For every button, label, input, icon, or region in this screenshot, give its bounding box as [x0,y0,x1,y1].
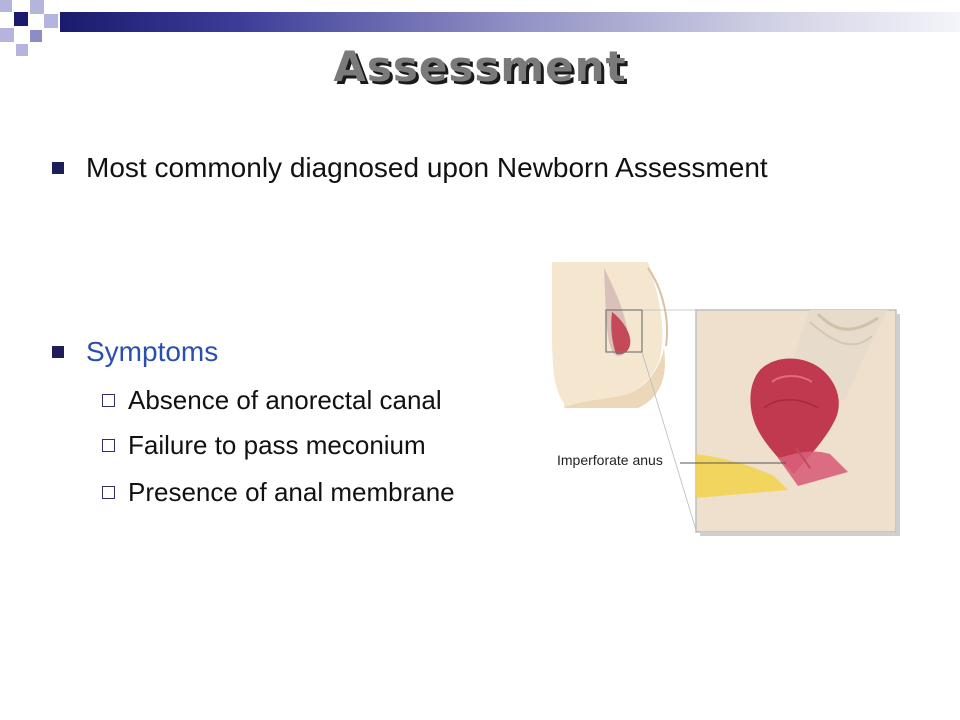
sub-bullet-item [102,385,442,416]
sub-bullet-text: Failure to pass meconium [128,430,426,460]
corner-square-5 [30,30,42,42]
slide-title: Assessment [333,42,627,91]
corner-square-4 [0,28,14,42]
illustration-label: Imperforate anus [557,452,663,468]
zoom-inset [696,310,900,536]
bullet-item-symptoms [52,336,218,368]
overview-figure [552,262,667,408]
corner-square-1 [0,0,12,12]
corner-square-6 [44,14,58,28]
hollow-box-bullet-icon [102,394,115,407]
sub-bullet-item [102,430,426,461]
bullet-text: Symptoms [86,336,219,367]
square-bullet-icon [52,346,64,358]
header-bar [60,12,960,32]
anatomy-illustration [548,258,908,538]
hollow-box-bullet-icon [102,486,115,499]
sub-bullet-item [102,477,455,508]
corner-square-3 [30,0,44,14]
bullet-text: Most commonly diagnosed upon Newborn Assessment [86,152,768,183]
square-bullet-icon [52,162,64,174]
sub-bullet-text: Absence of anorectal canal [128,385,442,415]
hollow-box-bullet-icon [102,439,115,452]
corner-square-2 [14,12,28,26]
sub-bullet-text: Presence of anal membrane [128,477,455,507]
bullet-item-diagnosis [52,152,768,184]
